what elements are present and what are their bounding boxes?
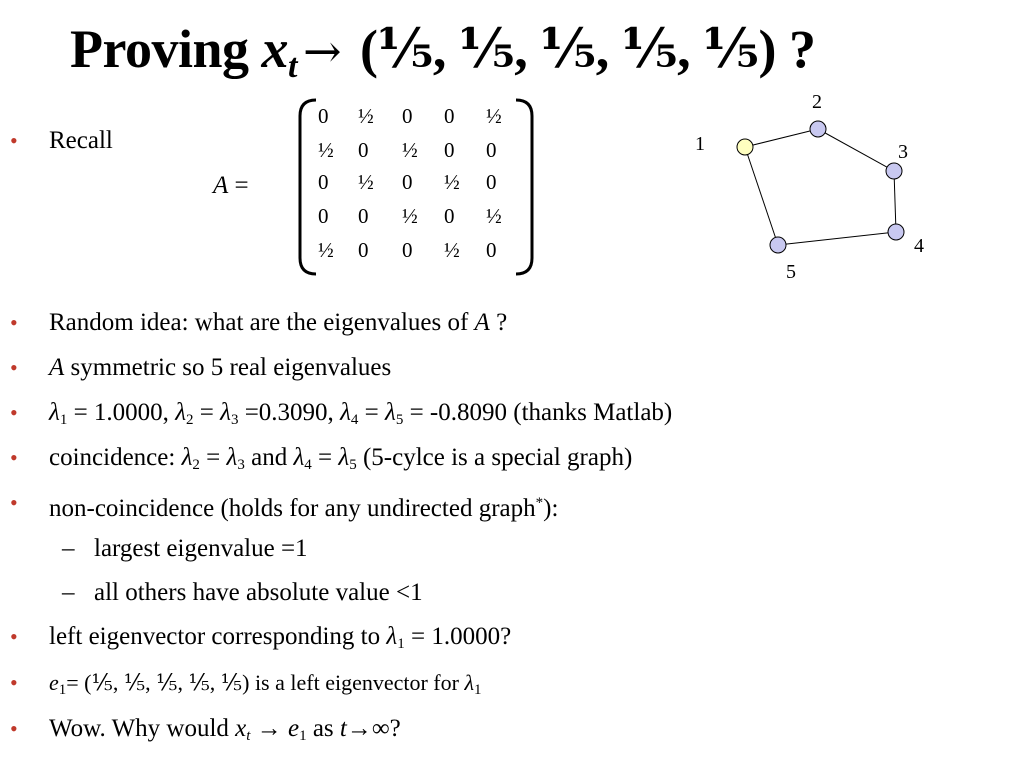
edge-3-4 — [894, 171, 896, 232]
text-var: A — [474, 309, 490, 336]
page-title — [70, 16, 815, 86]
matrix-cell: 0 — [486, 170, 497, 194]
node-label-2: 2 — [812, 91, 822, 113]
matrix-cell: 0 — [444, 138, 455, 162]
lambda: λ — [220, 399, 231, 426]
text-part: Random idea: what are the eigenvalues of — [49, 309, 475, 336]
node-2 — [810, 121, 826, 137]
matrix-cell: ½ — [358, 170, 374, 194]
node-label-4: 4 — [914, 235, 924, 257]
subscript: 3 — [237, 457, 245, 473]
title-vector: (⅕, ⅕, ⅕, ⅕, ⅕) ? — [347, 19, 816, 79]
bullet-text — [49, 620, 511, 661]
title-var-sub: t — [288, 48, 297, 85]
matrix-cell: ½ — [358, 104, 374, 128]
sub-bullet-dash: – — [62, 579, 75, 606]
subscript: t — [246, 728, 251, 744]
matrix-cell: ½ — [486, 204, 502, 228]
text-part: = — [199, 444, 227, 471]
bullet-dot: • — [10, 128, 18, 153]
lambda: λ — [464, 670, 474, 695]
matrix-cell: 0 — [444, 104, 455, 128]
lambda: λ — [49, 399, 60, 426]
subscript: 1 — [397, 636, 405, 652]
edge-2-3 — [818, 129, 894, 171]
text-part: = 1.0000, — [67, 399, 176, 426]
cycle-graph — [680, 88, 940, 288]
text-part: ? — [489, 309, 508, 336]
matrix-cell: 0 — [358, 204, 369, 228]
bullet-text — [49, 306, 507, 340]
text-var: e — [287, 715, 300, 742]
bullet-text — [49, 666, 482, 707]
node-label-5: 5 — [786, 261, 796, 283]
matrix-cell: ½ — [318, 238, 334, 262]
lambda: λ — [181, 444, 193, 471]
title-arrow: → — [302, 24, 342, 78]
text-part: ): — [543, 495, 559, 522]
text-part: = — [193, 399, 221, 426]
matrix-cell: 0 — [318, 170, 329, 194]
bullet-dot: • — [10, 310, 18, 335]
node-1 — [737, 139, 753, 155]
matrix-cell: 0 — [402, 238, 413, 262]
text-part: as — [306, 715, 340, 742]
matrix-cell: 0 — [358, 238, 369, 262]
footnote-star: * — [535, 495, 544, 511]
text-part: coincidence: — [49, 444, 182, 471]
subscript: 1 — [299, 728, 307, 744]
text-part: Wow. Why would — [49, 715, 236, 742]
title-var: x — [261, 19, 289, 79]
text-part: non-coincidence (holds for any undirected graph — [49, 495, 536, 522]
bullet-text — [49, 486, 558, 526]
text-part: = 1.0000? — [404, 623, 512, 650]
graph-edges — [745, 129, 896, 245]
lambda: λ — [293, 444, 305, 471]
bullet-dot: • — [10, 445, 18, 470]
matrix-name: A — [213, 172, 229, 199]
matrix-cell: ½ — [486, 104, 502, 128]
matrix-cell: 0 — [402, 170, 413, 194]
subscript: 5 — [349, 457, 357, 473]
title-prefix: Proving — [70, 19, 262, 79]
subscript: 1 — [474, 682, 482, 698]
text-part: →∞? — [346, 715, 401, 742]
bullet-dot: • — [10, 716, 18, 741]
edge-4-5 — [778, 232, 896, 245]
text-var: e — [49, 670, 59, 695]
matrix-cell: 0 — [444, 204, 455, 228]
sub-bullet-text: largest eigenvalue =1 — [94, 535, 308, 562]
matrix-cell: 0 — [402, 104, 413, 128]
bullet-text — [49, 396, 672, 437]
matrix-cell: 0 — [486, 238, 497, 262]
subscript: 2 — [192, 457, 200, 473]
bullet-dot: • — [10, 490, 18, 515]
node-3 — [886, 163, 902, 179]
bullet-dot: • — [10, 624, 18, 649]
recall-label: Recall — [49, 127, 113, 154]
node-4 — [888, 224, 904, 240]
adjacency-matrix — [298, 98, 534, 276]
subscript: 3 — [230, 412, 239, 428]
bullet-dot: • — [10, 355, 18, 380]
subscript: 4 — [350, 412, 359, 428]
lambda: λ — [385, 399, 396, 426]
edge-1-2 — [745, 129, 818, 147]
text-part: = — [311, 444, 339, 471]
matrix-cell: ½ — [444, 238, 460, 262]
lambda: λ — [338, 444, 350, 471]
sub-bullet-text: all others have absolute value <1 — [94, 579, 423, 606]
text-part: (5-cylce is a special graph) — [356, 444, 633, 471]
matrix-cell: ½ — [402, 204, 418, 228]
matrix-cell: 0 — [318, 204, 329, 228]
text-part: = (⅕, ⅕, ⅕, ⅕, ⅕) is a left eigenvector for — [66, 670, 465, 695]
subscript: 5 — [395, 412, 404, 428]
subscript: 2 — [186, 412, 194, 428]
text-part: =0.3090, — [238, 399, 341, 426]
bullet-text — [49, 712, 401, 753]
lambda: λ — [175, 399, 187, 426]
text-part: and — [244, 444, 294, 471]
text-part: = — [358, 399, 385, 426]
bullet-dot: • — [10, 670, 18, 695]
sub-bullet-dash: – — [62, 535, 75, 562]
bullet-text — [49, 351, 391, 385]
matrix-equals: = — [228, 172, 249, 199]
subscript: 1 — [59, 412, 68, 428]
text-var: A — [49, 354, 65, 381]
matrix-cell: ½ — [318, 138, 334, 162]
lambda: λ — [386, 623, 398, 650]
lambda: λ — [226, 444, 238, 471]
matrix-cell: 0 — [358, 138, 369, 162]
lambda: λ — [340, 399, 351, 426]
matrix-cell: 0 — [318, 104, 329, 128]
text-var: t — [339, 715, 347, 742]
node-label-1: 1 — [695, 133, 705, 155]
matrix-label — [213, 172, 249, 200]
subscript: 1 — [58, 682, 67, 698]
matrix-cell: ½ — [402, 138, 418, 162]
arrow: → — [250, 715, 288, 742]
bullet-dot: • — [10, 400, 18, 425]
text-part: = -0.8090 (thanks Matlab) — [403, 399, 673, 426]
matrix-cell: 0 — [486, 138, 497, 162]
bullet-text — [49, 441, 632, 482]
text-part: symmetric so 5 real eigenvalues — [64, 354, 392, 381]
text-part: left eigenvector corresponding to — [49, 623, 387, 650]
node-5 — [770, 237, 786, 253]
matrix-cell: ½ — [444, 170, 460, 194]
edge-5-1 — [745, 147, 778, 245]
text-var: x — [235, 715, 247, 742]
node-label-3: 3 — [898, 141, 908, 163]
subscript: 4 — [304, 457, 312, 473]
